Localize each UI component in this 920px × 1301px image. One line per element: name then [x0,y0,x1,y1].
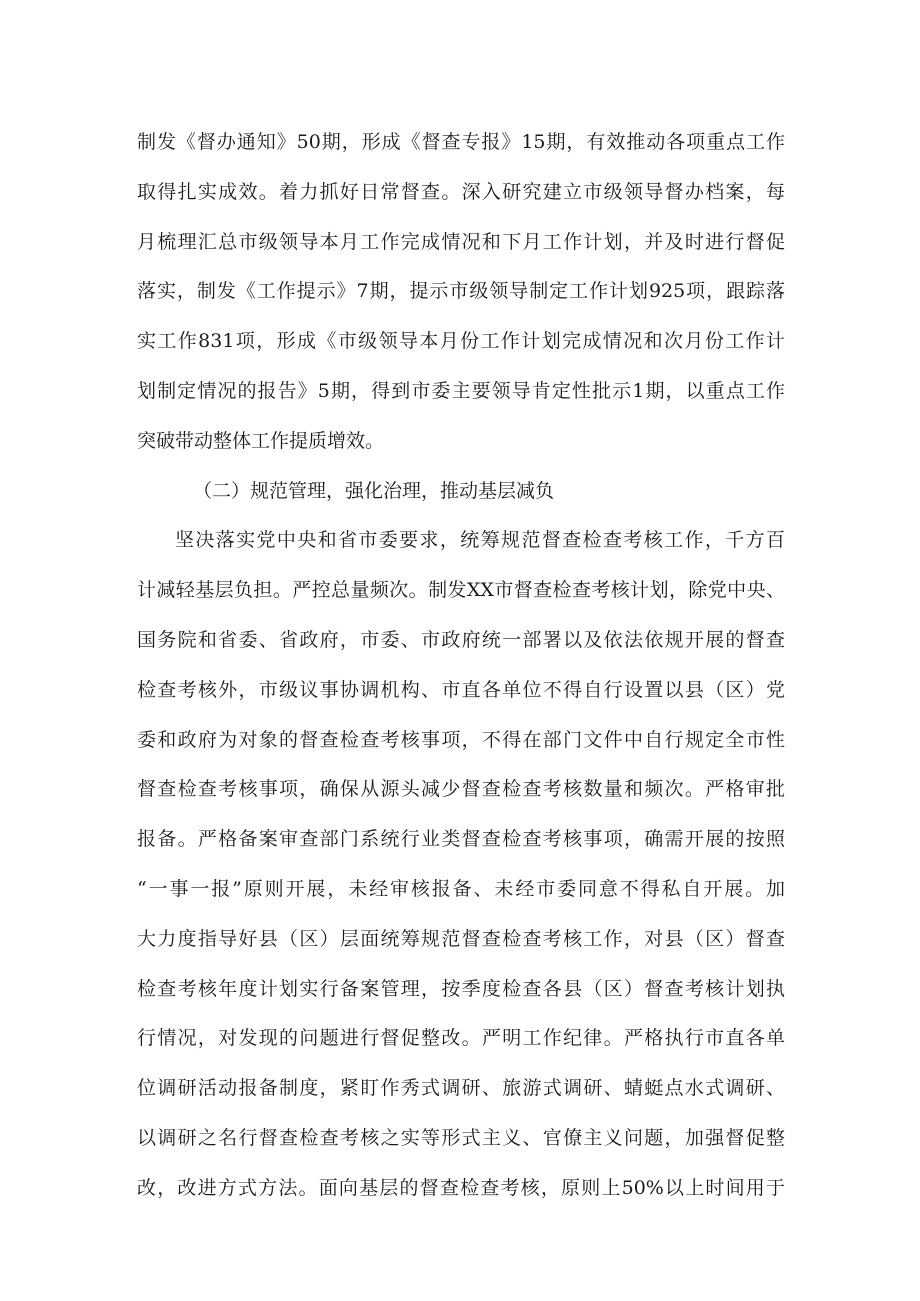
text-line: 检查考核年度计划实行备案管理，按季度检查各县（区）督查考核计划执 [137,977,785,1000]
text-line: 以调研之名行督查检查考核之实等形式主义、官僚主义问题，加强督促整 [137,1126,785,1149]
text-line: 划制定情况的报告》5期，得到市委主要领导肯定性批示1期，以重点工作 [137,379,785,402]
text-line: 突破带动整体工作提质增效。 [137,429,385,452]
text-line: 落实，制发《工作提示》7期，提示市级领导制定工作计划925项，跟踪落 [137,280,785,303]
text-line: 实工作831项，形成《市级领导本月份工作计划完成情况和次月份工作计 [137,330,785,353]
text-line: 报备。严格备案审查部门系统行业类督查检查考核事项，确需开展的按照 [137,828,785,851]
paragraph-1 [137,118,785,467]
text-line: 月梳理汇总市级领导本月工作完成情况和下月工作计划，并及时进行督促 [137,230,785,253]
paragraph-2 [137,516,785,1213]
text-line: 改，改进方式方法。面向基层的督查检查考核，原则上50%以上时间用于 [137,1176,785,1199]
text-line: 位调研活动报备制度，紧盯作秀式调研、旅游式调研、蜻蜓点水式调研、 [137,1077,785,1100]
document-body [137,118,785,1214]
text-line: 督查检查考核事项，确保从源头减少督查检查考核数量和频次。严格审批 [137,778,785,801]
section-heading: （二）规范管理，强化治理，推动基层减负 [193,479,555,502]
text-line: 坚决落实党中央和省市委要求，统筹规范督查检查考核工作，千方百 [175,529,785,552]
text-line: 制发《督办通知》50期，形成《督查专报》15期，有效推动各项重点工作 [137,131,785,153]
text-line: 大力度指导好县（区）层面统筹规范督查检查考核工作，对县（区）督查 [137,927,785,950]
text-line: “一事一报”原则开展，未经审核报备、未经市委同意不得私自开展。加 [137,877,785,900]
text-line: 检查考核外，市级议事协调机构、市直各单位不得自行设置以县（区）党 [137,678,785,701]
text-line: 取得扎实成效。着力抓好日常督查。深入研究建立市级领导督办档案，每 [137,180,785,203]
text-line: 计减轻基层负担。严控总量频次。制发XX市督查检查考核计划，除党中央、 [137,579,785,602]
text-line: 委和政府为对象的督查检查考核事项，不得在部门文件中自行规定全市性 [137,728,785,751]
text-line: 国务院和省委、省政府，市委、市政府统一部署以及依法依规开展的督查 [137,628,785,651]
text-line: 行情况，对发现的问题进行督促整改。严明工作纪律。严格执行市直各单 [137,1027,785,1050]
